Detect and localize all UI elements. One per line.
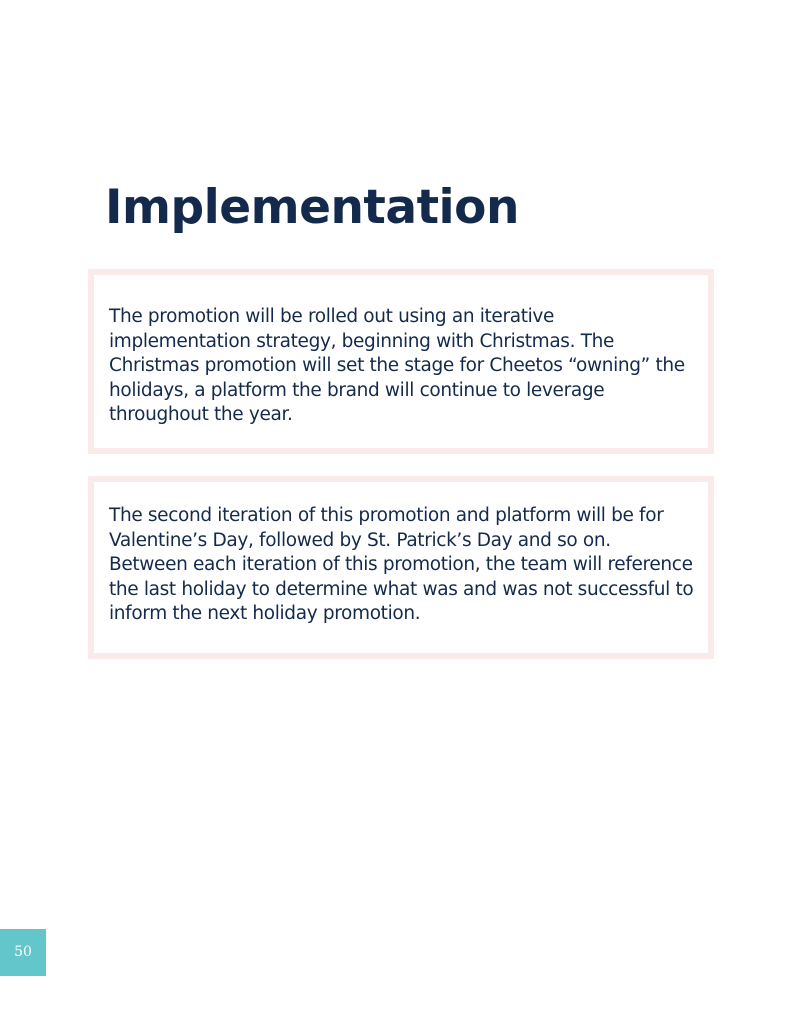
paragraph-strategy: The promotion will be rolled out using an iterative implementation strategy, beginning with Christmas. The Christmas promotion will set the stage for Cheetos “owning” the holidays, a platform the brand will continue to leverage throughout the year. (109, 306, 685, 425)
text-box-iterations (88, 476, 714, 659)
text-box-strategy (88, 269, 714, 454)
page-number: 50 (0, 929, 46, 976)
page-title: Implementation (105, 180, 519, 235)
paragraph-iterations: The second iteration of this promotion and platform will be for Valentine’s Day, followed by St. Patrick’s Day and so on. Between each iteration of this promotion, the team will reference the last holiday to determine what was and was not successful to inform the next holiday promotion. (109, 505, 694, 624)
